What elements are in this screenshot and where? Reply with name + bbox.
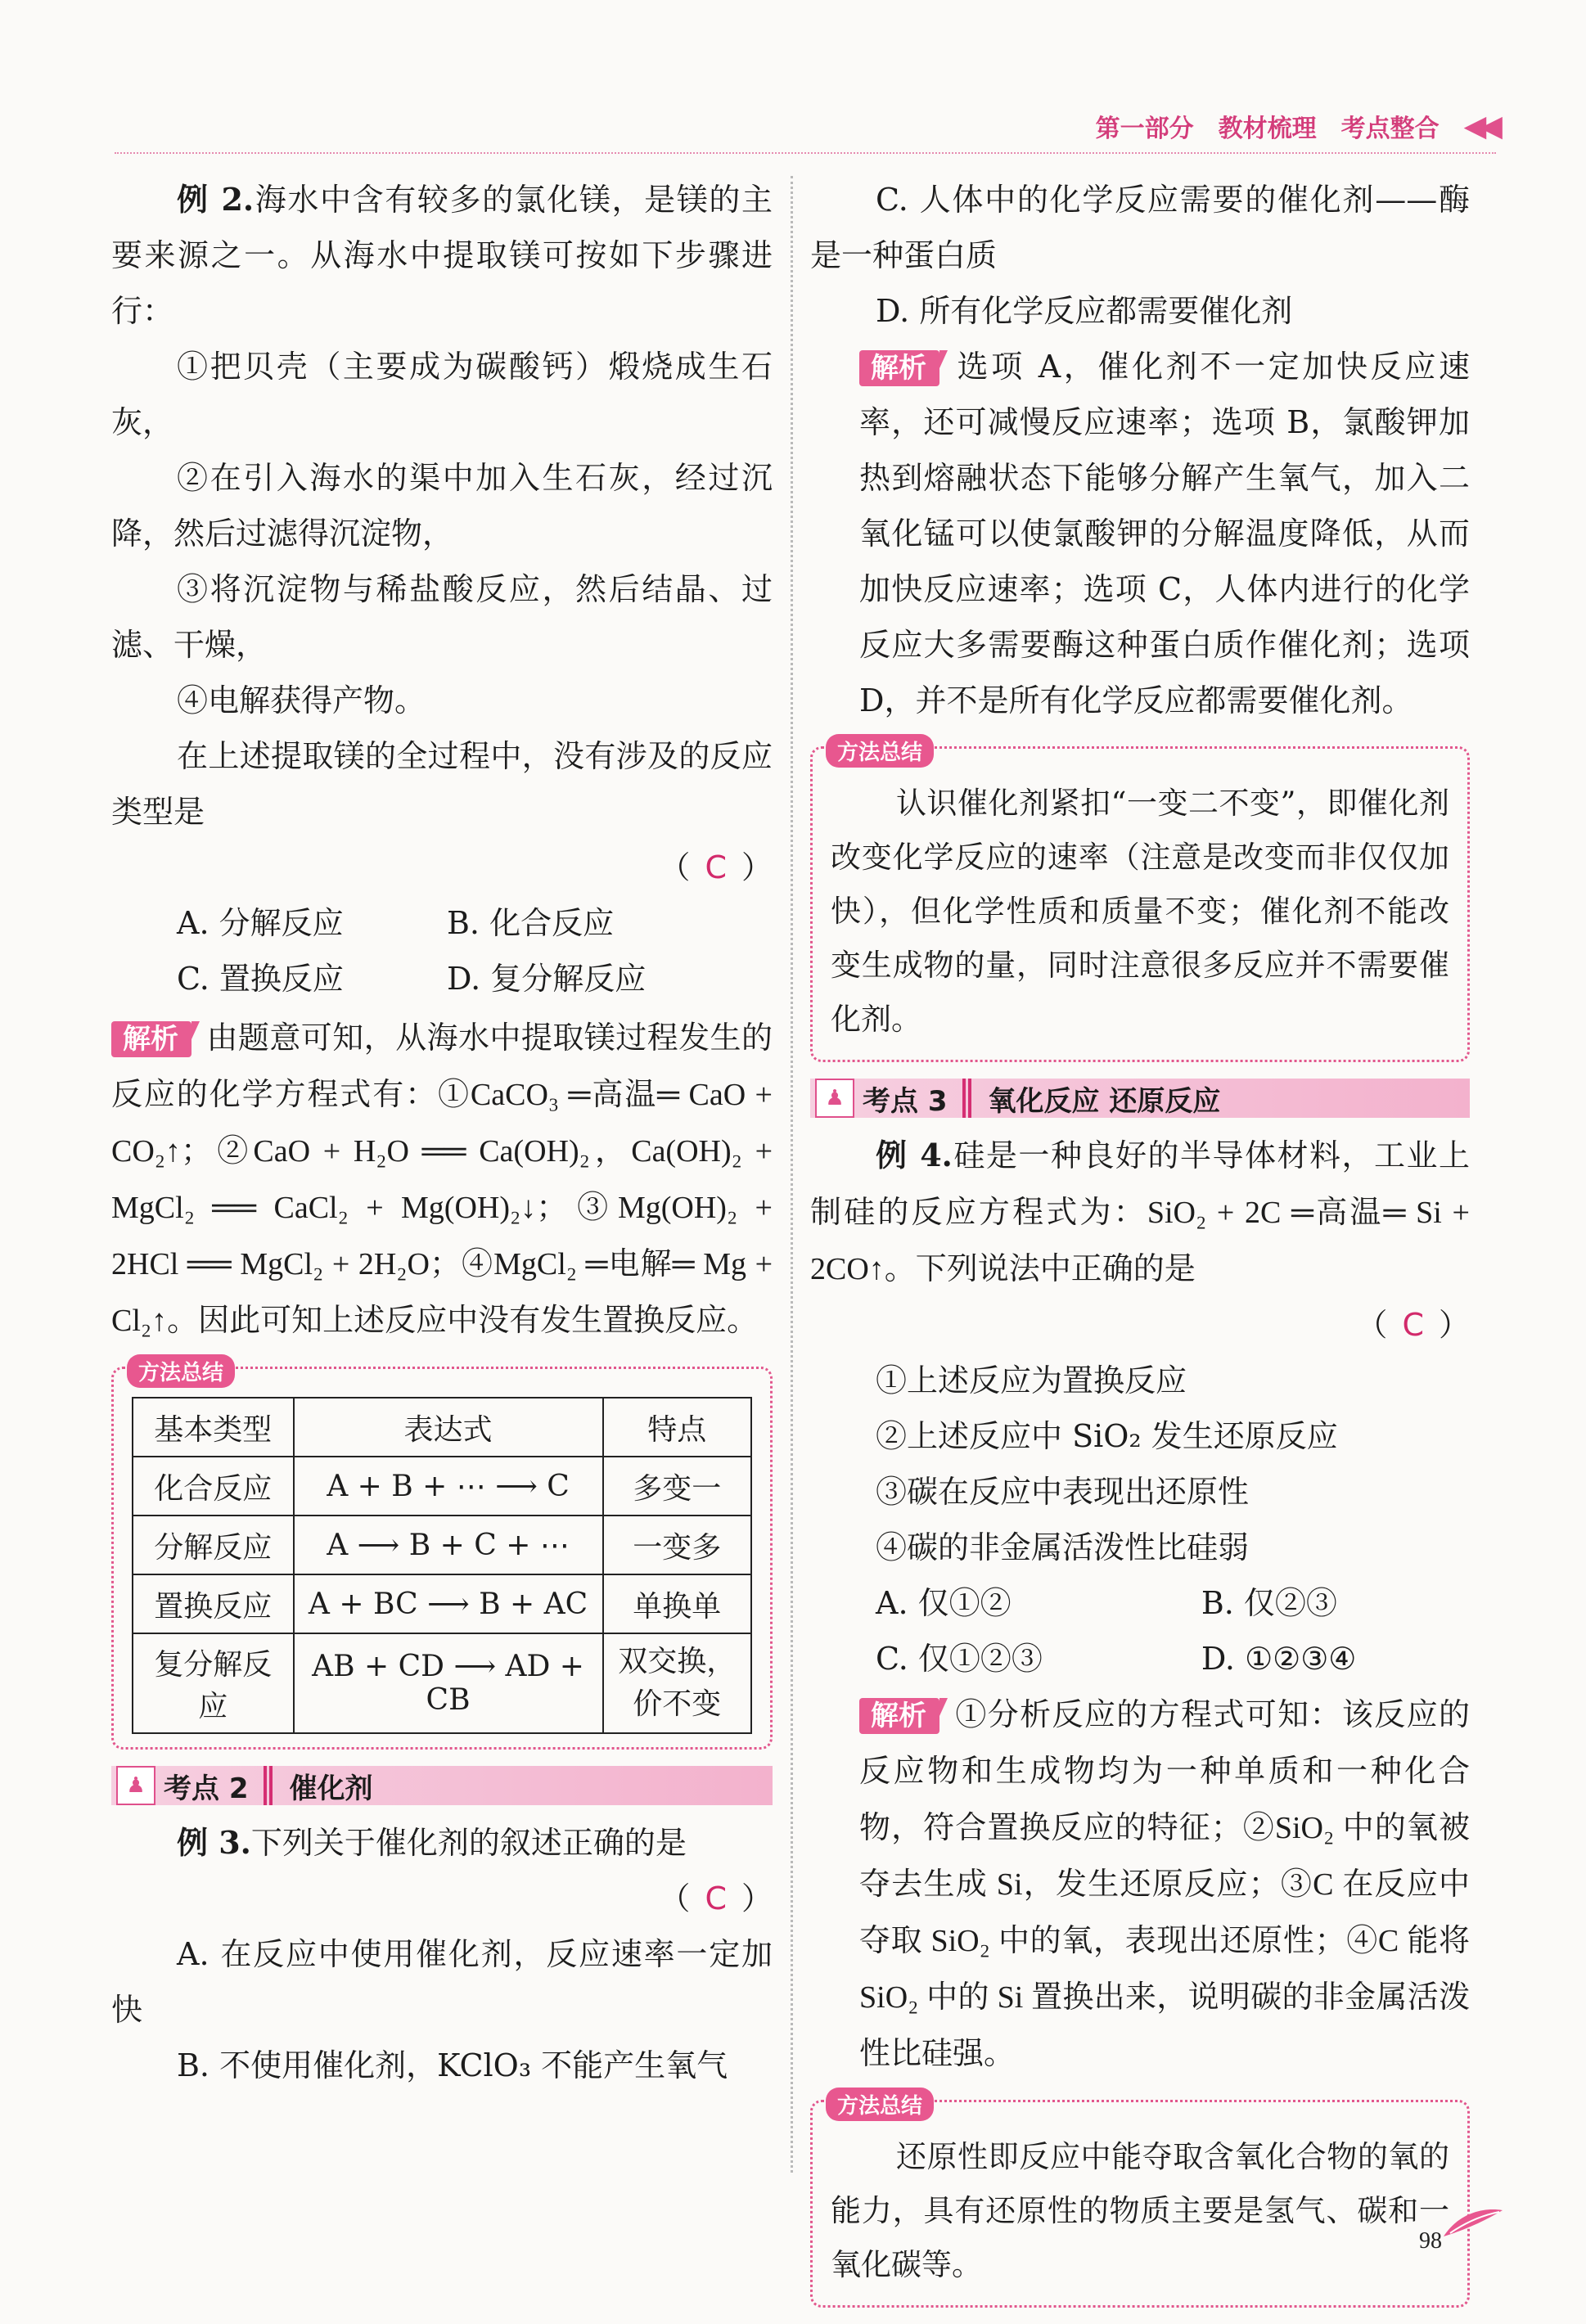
example-4-options-row1: A. 仅①② B. 仅②③ [876, 1585, 1337, 1621]
method-summary-box: 方法总结 认识催化剂紧扣“一变二不变”，即催化剂改变化学反应的速率（注意是改变而非仅仅加快），但化学性质和质量不变；催化剂不能改变生成物的量，同时注意很多反应并不需要催化剂。 [810, 746, 1470, 1062]
example-2-question: 在上述提取镁的全过程中，没有涉及的反应类型是 [111, 738, 773, 830]
left-column [111, 172, 773, 2093]
header-sub: 考点整合 [1340, 115, 1440, 143]
example-2-step-4: ④电解获得产物。 [177, 682, 426, 718]
column-divider [791, 176, 793, 2173]
method-summary-tag: 方法总结 [826, 2088, 934, 2121]
example-2-step-2: ②在引入海水的渠中加入生石灰，经过沉降，然后过滤得沉淀物， [111, 460, 773, 552]
header-rule [115, 152, 1496, 154]
example-4-stem: 例 4.硅是一种良好的半导体材料，工业上制硅的反应方程式为：SiO₂ + 2C ═高温═ Si + 2CO↑。下列说法中正确的是 [810, 1137, 1470, 1286]
topic-2-heading: ♟ 考点 2 催化剂 [111, 1766, 773, 1805]
page-number: 98 [1419, 2228, 1442, 2254]
topic-3-heading: ♟ 考点 3 氧化反应 还原反应 [810, 1079, 1470, 1118]
page-header [1096, 108, 1496, 144]
example-2-answer: （ C ） [659, 849, 773, 885]
example-3-option-a: A. 在反应中使用催化剂，反应速率一定加快 [111, 1936, 773, 2028]
example-4-item-3: ③碳在反应中表现出还原性 [876, 1474, 1250, 1510]
example-2-step-3: ③将沉淀物与稀盐酸反应，然后结晶、过滤、干燥， [111, 571, 773, 663]
heading-bars [264, 1766, 275, 1805]
double-arrow-icon: ◀◀ [1463, 109, 1496, 143]
example-2-options-row2: C. 置换反应 D. 复分解反应 [177, 961, 647, 997]
example-3-option-b: B. 不使用催化剂，KClO₃ 不能产生氧气 [177, 2047, 728, 2083]
reaction-types-table [132, 1397, 752, 1734]
table-header-row: 基本类型 表达式 特点 [133, 1398, 751, 1457]
teacher-icon: ♟ [116, 1766, 155, 1805]
example-3-option-d: D. 所有化学反应都需要催化剂 [876, 293, 1293, 329]
header-part: 第一部分 [1095, 115, 1194, 143]
example-2-stem: 例 2.海水中含有较多的氯化镁，是镁的主要来源之一。从海水中提取镁可按如下步骤进行： [111, 181, 773, 329]
example-3-answer: （ C ） [659, 1880, 773, 1916]
example-3-option-c: C. 人体中的化学反应需要的催化剂——酶是一种蛋白质 [810, 182, 1470, 273]
heading-bars [962, 1079, 974, 1118]
example-4-item-2: ②上述反应中 SiO₂ 发生还原反应 [876, 1418, 1338, 1454]
method-summary-tag: 方法总结 [127, 1354, 235, 1388]
example-4-answer: （ C ） [1356, 1307, 1470, 1343]
teacher-icon: ♟ [815, 1079, 854, 1118]
example-2-options-row1: A. 分解反应 B. 化合反应 [177, 905, 615, 941]
analysis-tag: 解析 [111, 1021, 191, 1057]
example-4-item-4: ④碳的非金属活泼性比硅弱 [876, 1529, 1250, 1565]
table-row: 化合反应 A + B + ⋯ ⟶ C 多变一 [133, 1457, 751, 1516]
table-row: 复分解反应 AB + CD ⟶ AD + CB 双交换，价不变 [133, 1633, 751, 1733]
table-row: 置换反应 A + BC ⟶ B + AC 单换单 [133, 1574, 751, 1633]
method-summary-tag: 方法总结 [826, 734, 934, 768]
example-3-stem: 例 3.下列关于催化剂的叙述正确的是 [177, 1824, 687, 1861]
method-summary-box [111, 1361, 773, 1750]
analysis-tag: 解析 [859, 350, 939, 386]
method-summary-box: 方法总结 还原性即反应中能夺取含氧化合物的氧的能力，具有还原性的物质主要是氢气、碳和一氧化碳等。 [810, 2100, 1470, 2308]
example-4-options-row2: C. 仅①②③ D. ①②③④ [876, 1641, 1357, 1677]
example-4-item-1: ①上述反应为置换反应 [876, 1362, 1187, 1398]
table-row: 分解反应 A ⟶ B + C + ⋯ 一变多 [133, 1516, 751, 1574]
example-3-analysis: 解析 选项 A，催化剂不一定加快反应速率，还可减慢反应速率；选项 B，氯酸钾加热到熔融状态下能够分解产生氧气，加入二氧化锰可以使氯酸钾的分解温度降低，从而加快反应速率；选项 C，人体内进行的化学反应大多需要酶这种蛋白质作催化剂；选项 D，并不是所有化学反应都需要催化剂。 [859, 349, 1470, 718]
feather-icon [1442, 2205, 1504, 2238]
example-2-analysis: 解析 由题意可知，从海水中提取镁过程发生的反应的化学方程式有：①CaCO₃ ═高温═ CaO + CO₂↑；②CaO + H₂O ══ Ca(OH)₂，Ca(OH)₂ + MgCl₂ ══ CaCl₂ + Mg(OH)₂↓；③Mg(OH)₂ + 2HCl ══ MgCl₂ + 2H₂O；④MgCl₂ ═电解═ Mg + Cl₂↑。因此可知上述反应中没有发生置换反应。 [111, 1021, 773, 1338]
analysis-tag: 解析 [859, 1698, 939, 1734]
right-column [810, 172, 1470, 2324]
example-4-analysis: 解析 ①分析反应的方程式可知：该反应的反应物和生成物均为一种单质和一种化合物，符合置换反应的特征；②SiO₂ 中的氧被夺去生成 Si，发生还原反应；③C 在反应中夺取 SiO₂ 中的氧，表现出还原性；④C 能将 SiO₂ 中的 Si 置换出来，说明碳的非金属活泼性比硅强。 [859, 1698, 1470, 2071]
example-2-step-1: ①把贝壳（主要成为碳酸钙）煅烧成生石灰， [111, 349, 773, 440]
header-section: 教材梳理 [1218, 115, 1317, 143]
